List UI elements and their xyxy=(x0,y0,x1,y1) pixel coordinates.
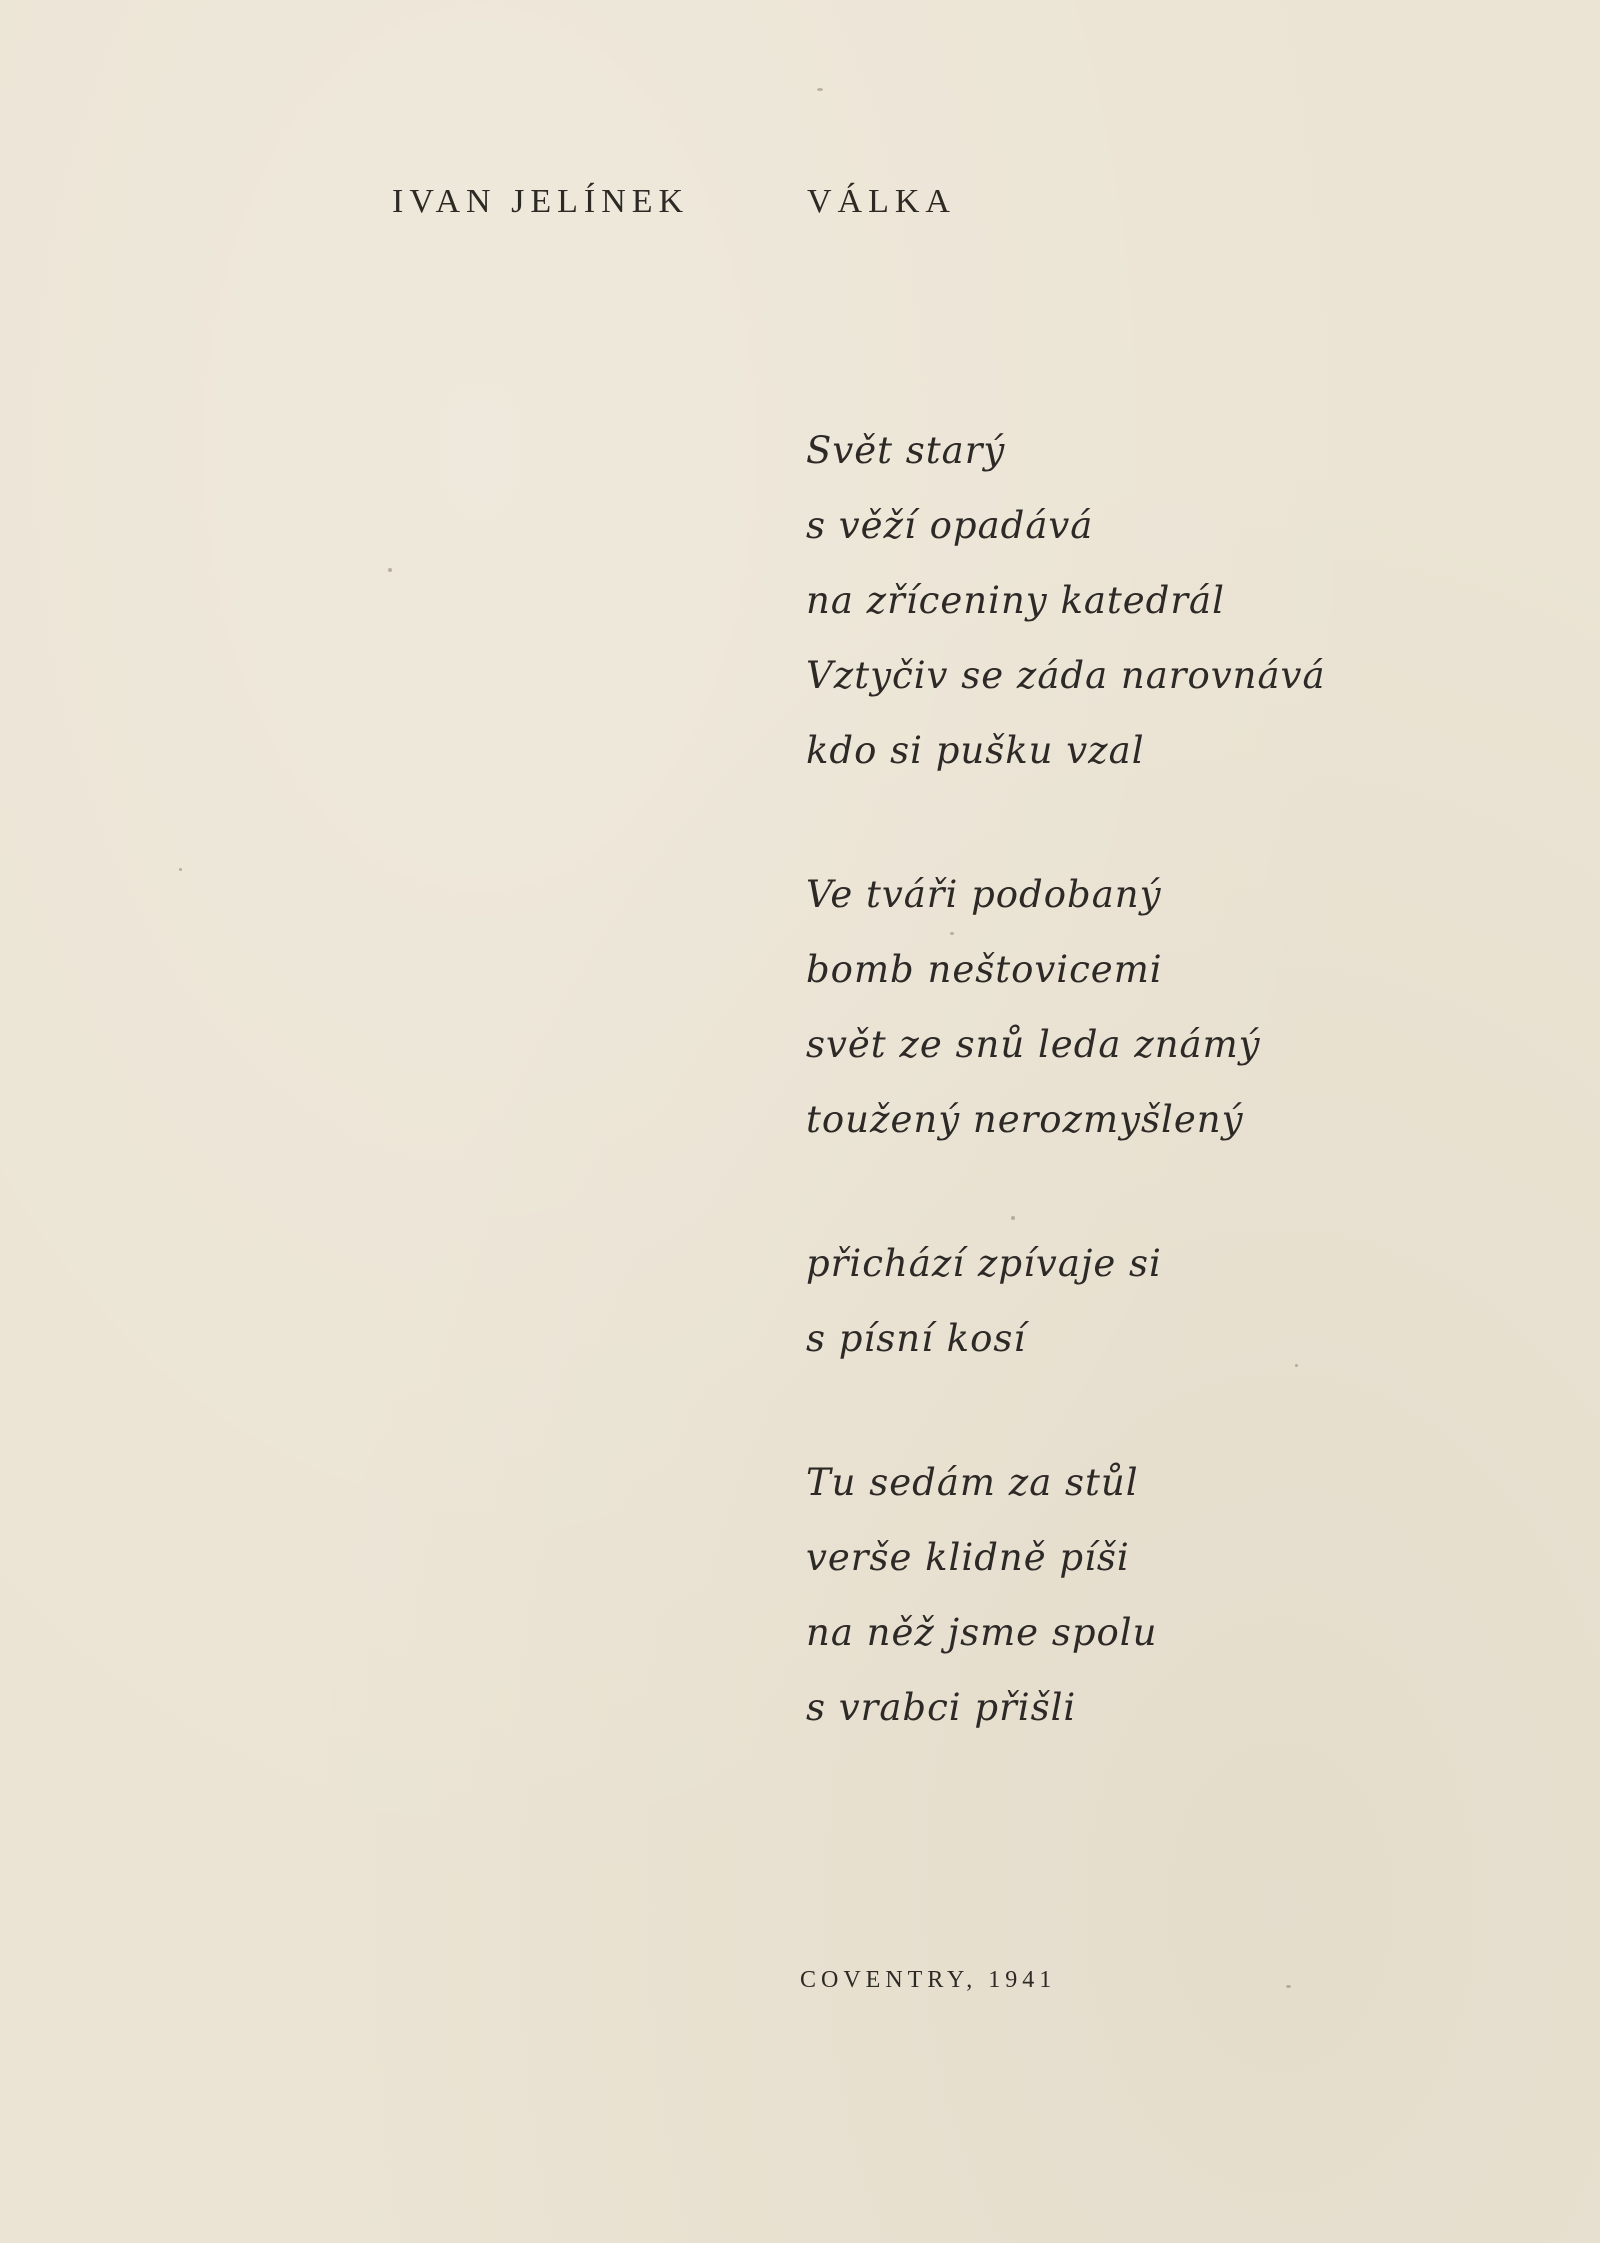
stanza xyxy=(806,413,1426,788)
paper-speck xyxy=(1295,1364,1298,1367)
poem-line: Svět starý xyxy=(806,429,1006,472)
poem-line: svět ze snů leda známý xyxy=(806,1023,1261,1066)
poem-line: Vztyčiv se záda narovnává xyxy=(806,654,1326,697)
poem-line: přichází zpívaje si xyxy=(806,1242,1162,1285)
poem-title: VÁLKA xyxy=(807,183,956,220)
poem-line: na zříceniny katedrál xyxy=(806,579,1225,622)
poem-line: Ve tváři podobaný xyxy=(806,873,1162,916)
stanza xyxy=(806,1226,1426,1376)
poem-line: Tu sedám za stůl xyxy=(806,1461,1139,1504)
paper-speck xyxy=(1011,1216,1015,1220)
paper-speck xyxy=(1286,1985,1291,1988)
poem-line: bomb neštovicemi xyxy=(806,948,1163,991)
paper-speck xyxy=(179,868,182,871)
poem-line: verše klidně píši xyxy=(806,1536,1130,1579)
poem-line: s vrabci přišli xyxy=(806,1686,1077,1729)
paper-speck xyxy=(388,568,392,572)
paper-speck xyxy=(817,88,823,91)
colophon-place-date: COVENTRY, 1941 xyxy=(800,1967,1057,1993)
poem-line: toužený nerozmyšlený xyxy=(806,1098,1244,1141)
poem-line: kdo si pušku vzal xyxy=(806,729,1145,772)
author-name: IVAN JELÍNEK xyxy=(392,183,690,220)
stanza xyxy=(806,857,1426,1157)
paper-speck xyxy=(950,932,954,935)
poem-body xyxy=(806,413,1426,1814)
poem-line: na něž jsme spolu xyxy=(806,1611,1158,1654)
stanza xyxy=(806,1445,1426,1745)
poem-line: s věží opadává xyxy=(806,504,1094,547)
poem-line: s písní kosí xyxy=(806,1317,1027,1360)
